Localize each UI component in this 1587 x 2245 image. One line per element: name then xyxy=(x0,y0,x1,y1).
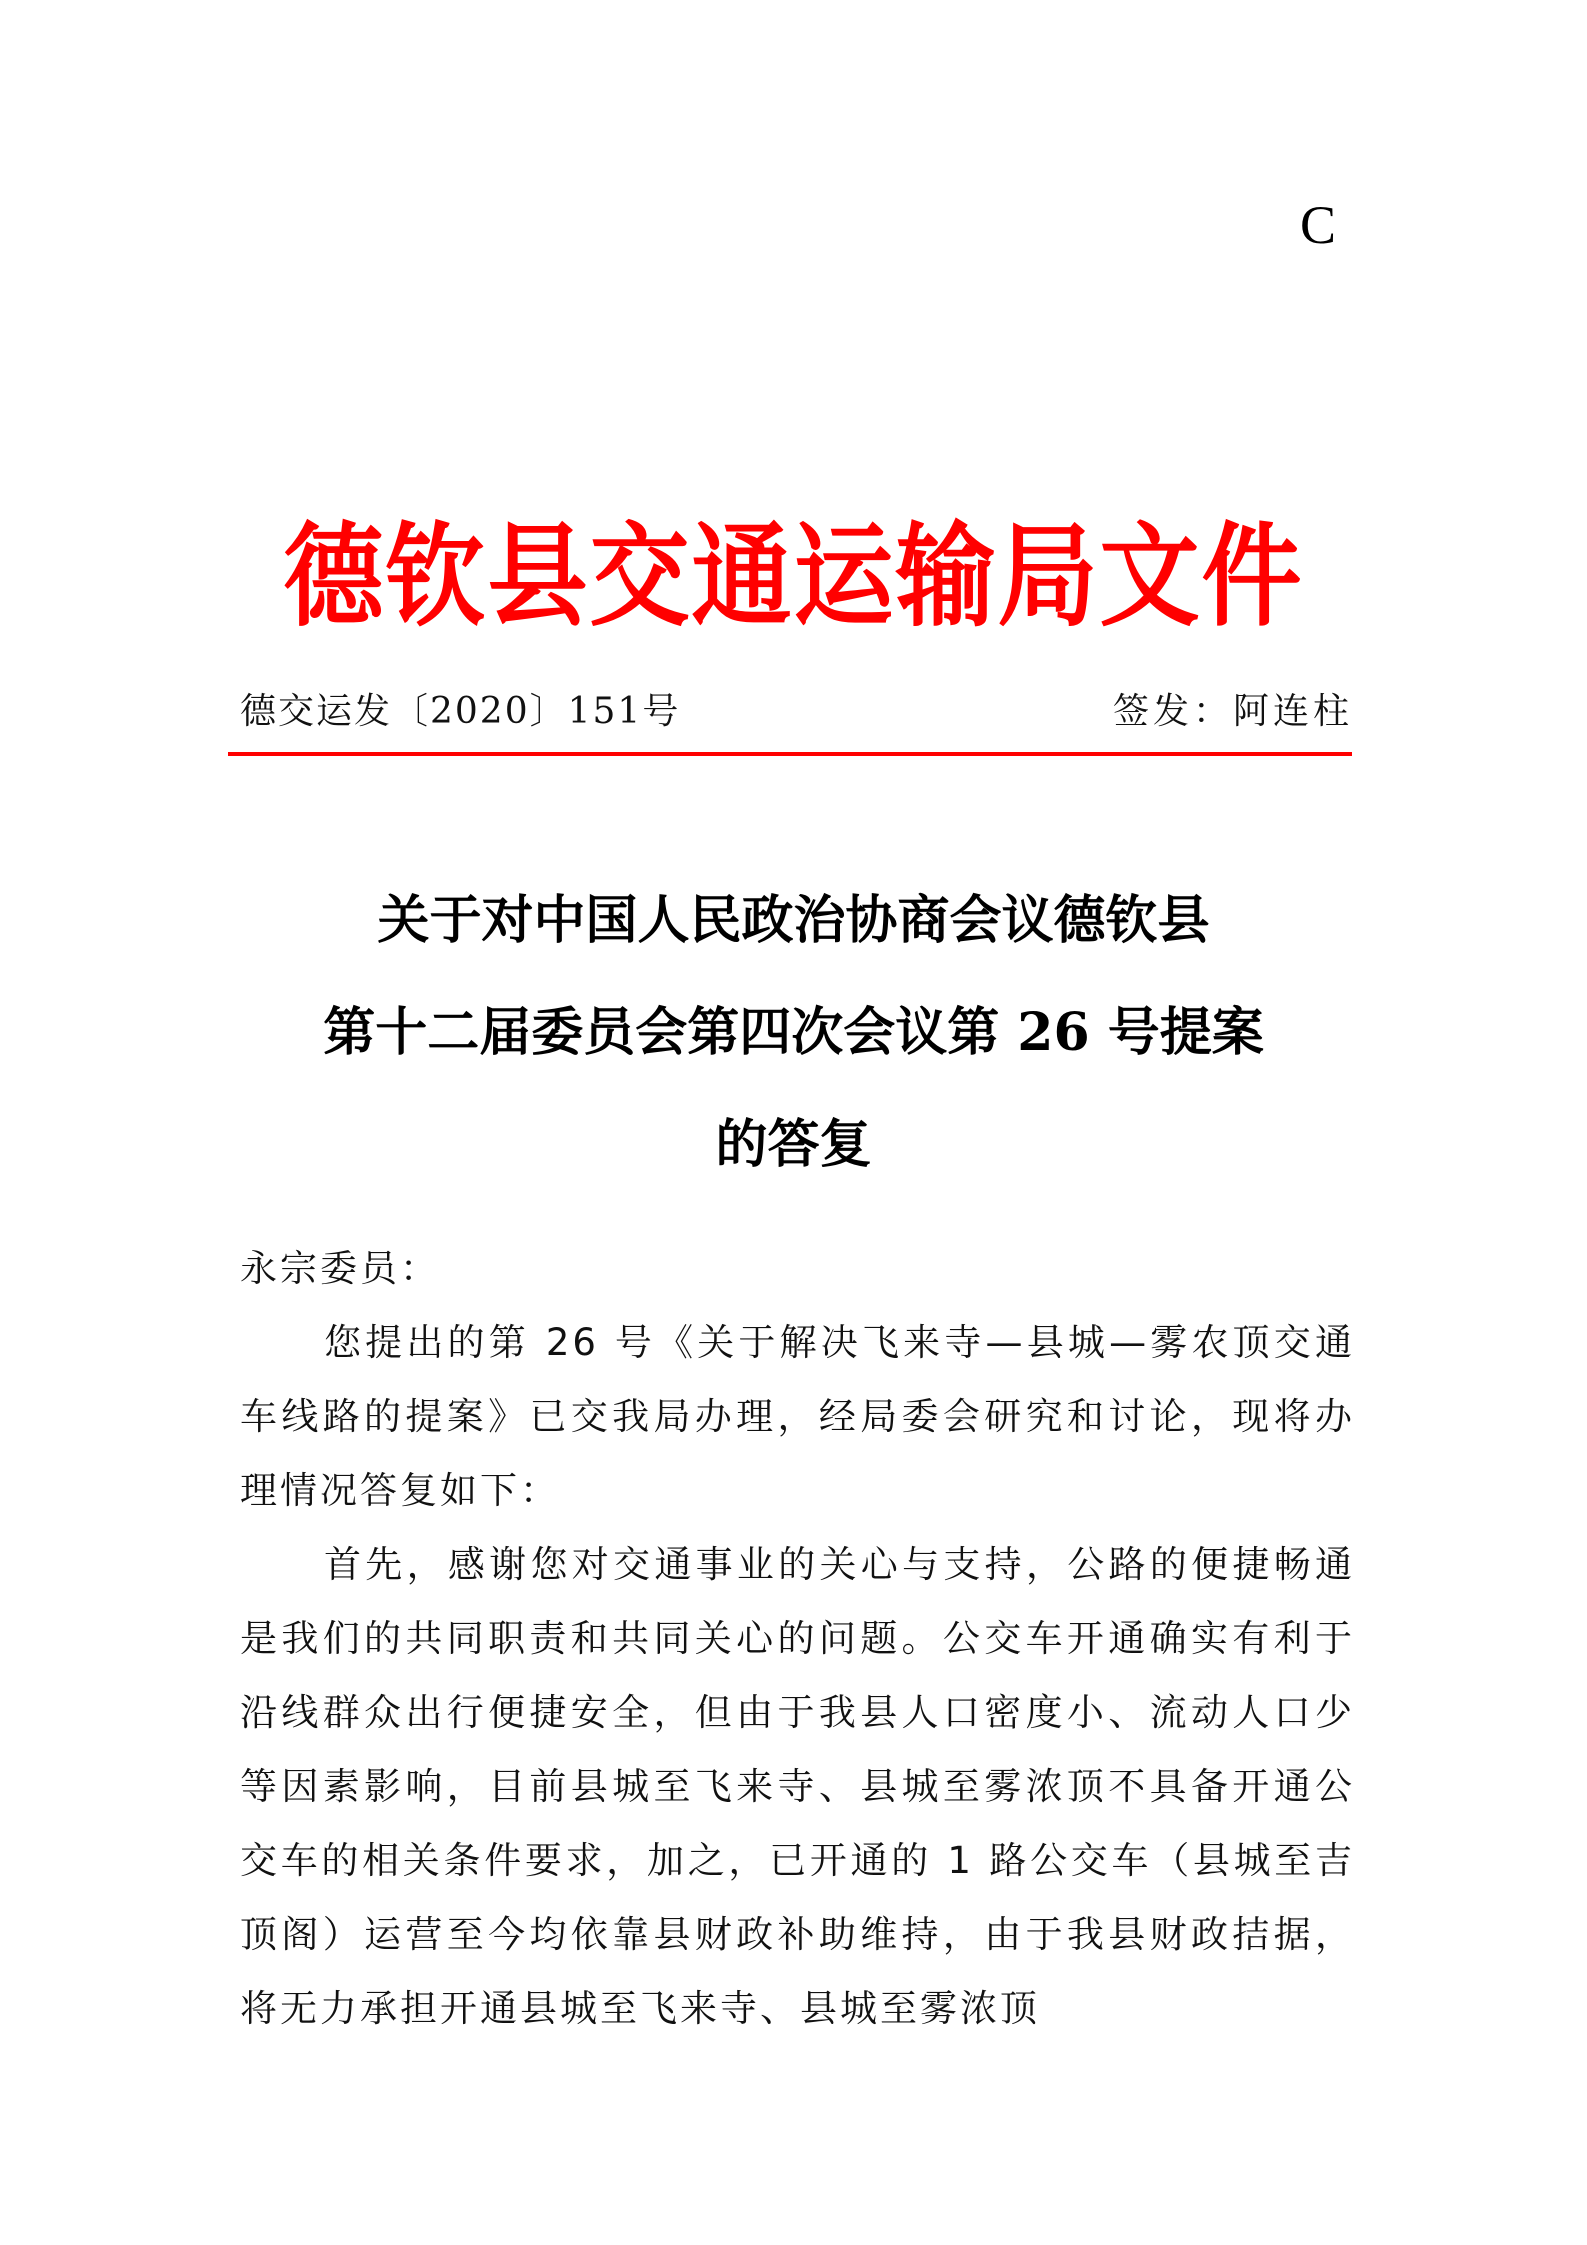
document-title xyxy=(0,865,1587,1201)
document-info-line xyxy=(240,683,1353,733)
salutation: 永宗委员： xyxy=(240,1247,440,1290)
document-body xyxy=(240,1232,1355,2046)
title-line: 第十二届委员会第四次会议第 26 号提案 xyxy=(323,1002,1264,1063)
signer: 签发：阿连柱 xyxy=(1112,691,1353,732)
corner-mark: C xyxy=(1300,195,1337,255)
body-paragraph: 您提出的第 26 号《关于解决飞来寺—县城—雾农顶交通车线路的提案》已交我局办理，经局委会研究和讨论，现将办理情况答复如下： xyxy=(240,1321,1355,1512)
title-line: 关于对中国人民政治协商会议德钦县 xyxy=(377,890,1210,951)
masthead-title: 德钦县交通运输局文件 xyxy=(283,509,1304,643)
body-paragraph: 首先，感谢您对交通事业的关心与支持，公路的便捷畅通是我们的共同职责和共同关心的问题。公交车开通确实有利于沿线群众出行便捷安全，但由于我县人口密度小、流动人口少等因素影响，目前县城至飞来寺、县城至雾浓顶不具备开通公交车的相关条件要求，加之，已开通的 1 路公交车（县城至吉顶阁）运营至今均依靠县财政补助维持，由于我县财政拮据，将无力承担开通县城至飞来寺、县城至雾浓顶 xyxy=(240,1543,1355,2030)
red-divider xyxy=(228,752,1352,756)
document-number: 德交运发〔2020〕151号 xyxy=(240,691,681,732)
title-line: 的答复 xyxy=(715,1114,872,1175)
